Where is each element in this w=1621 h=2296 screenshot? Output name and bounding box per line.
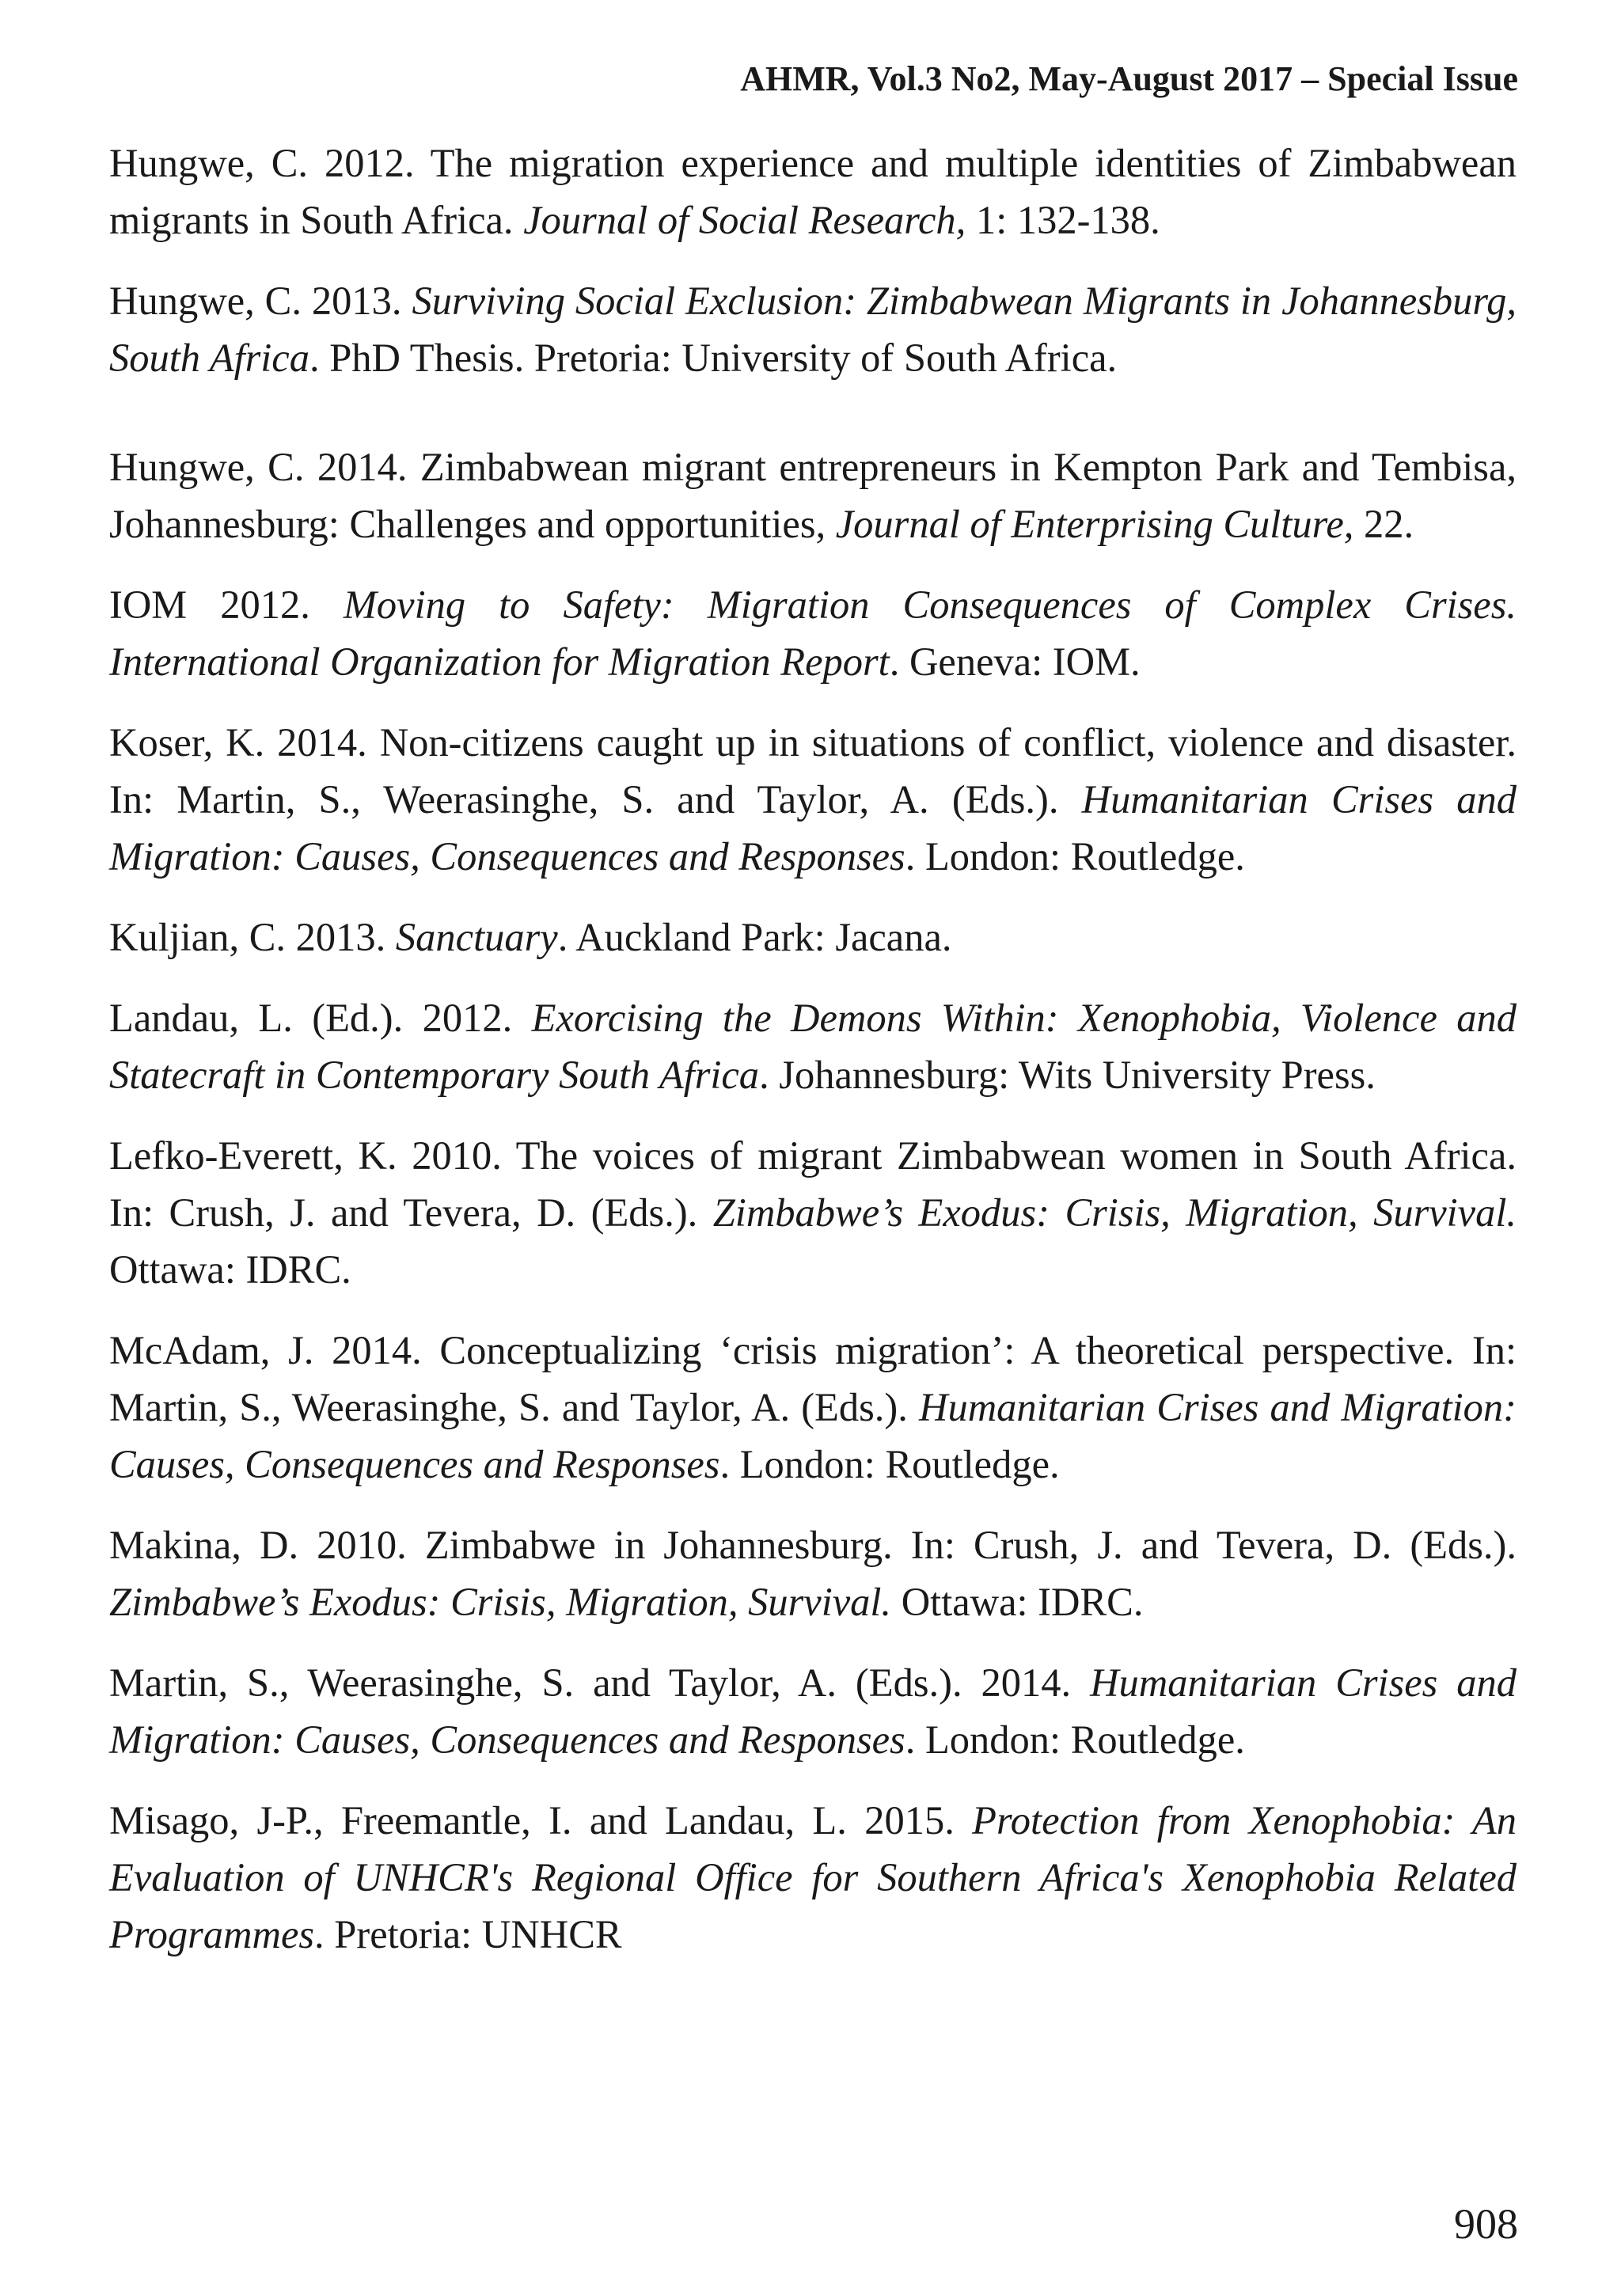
reference-entry	[109, 272, 1517, 386]
reference-text: Martin, S., Weerasinghe, S. and Taylor, A. (Eds.). 2014.	[109, 1660, 1091, 1705]
reference-entry	[109, 438, 1517, 552]
reference-details: . London: Routledge.	[719, 1442, 1060, 1486]
reference-title: Moving to Safety: Migration Consequences of Complex Crises. International Organization for Migration Report	[109, 583, 1517, 684]
reference-entry	[109, 1516, 1517, 1630]
reference-title: Exorcising the Demons Within: Xenophobia, Violence and Statecraft in Contemporary South Africa	[109, 996, 1517, 1097]
reference-entry	[109, 1127, 1517, 1298]
reference-entry	[109, 714, 1517, 885]
reference-details: . Pretoria: UNHCR	[314, 1912, 622, 1956]
reference-text: Makina, D. 2010. Zimbabwe in Johannesburg. In: Crush, J. and Tevera, D. (Eds.).	[109, 1523, 1517, 1567]
reference-entry	[109, 909, 1517, 966]
reference-entry	[109, 1654, 1517, 1768]
reference-list	[109, 135, 1517, 1987]
reference-details: 1: 132-138.	[966, 198, 1160, 242]
reference-title: Journal of Social Research,	[523, 198, 966, 242]
reference-title: Humanitarian Crises and Migration: Causes, Consequences and Responses	[109, 1385, 1517, 1486]
running-header: AHMR, Vol.3 No2, May-August 2017 – Special Issue	[740, 59, 1518, 98]
reference-title: Zimbabwe’s Exodus: Crisis, Migration, Survival.	[712, 1190, 1517, 1235]
reference-text: McAdam, J. 2014. Conceptualizing ‘crisis migration’: A theoretical perspective. In: Martin, S., Weerasinghe, S. and Taylor, A. (Eds.).	[109, 1328, 1517, 1429]
reference-title: Humanitarian Crises and Migration: Causes, Consequences and Responses	[109, 1660, 1517, 1762]
reference-title: Protection from Xenophobia: An Evaluation of UNHCR's Regional Office for Southern Africa's Xenophobia Related Programmes	[109, 1798, 1517, 1956]
reference-text: Hungwe, C. 2012. The migration experience and multiple identities of Zimbabwean migrants in South Africa.	[109, 141, 1517, 242]
reference-details: . London: Routledge.	[905, 1717, 1245, 1762]
reference-details: . Johannesburg: Wits University Press.	[759, 1053, 1376, 1097]
reference-entry	[109, 576, 1517, 690]
reference-text: Hungwe, C. 2013.	[109, 279, 412, 323]
reference-details: . PhD Thesis. Pretoria: University of South Africa.	[309, 336, 1118, 380]
reference-entry	[109, 1792, 1517, 1963]
reference-title: Sanctuary	[395, 915, 558, 959]
reference-text: IOM 2012.	[109, 583, 344, 627]
reference-title: Humanitarian Crises and Migration: Causes, Consequences and Responses	[109, 777, 1517, 879]
reference-details: Ottawa: IDRC.	[109, 1247, 351, 1292]
reference-details: Ottawa: IDRC.	[891, 1580, 1144, 1624]
reference-entry	[109, 989, 1517, 1103]
reference-text: Lefko-Everett, K. 2010. The voices of migrant Zimbabwean women in South Africa. In: Crush, J. and Tevera, D. (Eds.).	[109, 1133, 1517, 1235]
reference-text: Misago, J-P., Freemantle, I. and Landau, L. 2015.	[109, 1798, 973, 1842]
reference-entry	[109, 1322, 1517, 1493]
reference-title: Zimbabwe’s Exodus: Crisis, Migration, Survival.	[109, 1580, 892, 1624]
reference-title: Journal of Enterprising Culture,	[835, 502, 1354, 546]
reference-details: . London: Routledge.	[905, 834, 1245, 879]
reference-title: Surviving Social Exclusion: Zimbabwean Migrants in Johannesburg, South Africa	[109, 279, 1517, 380]
reference-details: 22.	[1353, 502, 1414, 546]
reference-text: Hungwe, C. 2014. Zimbabwean migrant entrepreneurs in Kempton Park and Tembisa, Johannesburg: Challenges and opportunities,	[109, 445, 1517, 546]
reference-text: Kuljian, C. 2013.	[109, 915, 396, 959]
reference-entry	[109, 135, 1517, 249]
page-number: 908	[1454, 2200, 1518, 2248]
reference-details: . Auckland Park: Jacana.	[557, 915, 952, 959]
reference-details: . Geneva: IOM.	[889, 639, 1141, 684]
reference-text: Landau, L. (Ed.). 2012.	[109, 996, 532, 1040]
reference-text: Koser, K. 2014. Non-citizens caught up in situations of conflict, violence and disaster. In: Martin, S., Weerasinghe, S. and Taylor, A. (Eds.).	[109, 720, 1517, 822]
